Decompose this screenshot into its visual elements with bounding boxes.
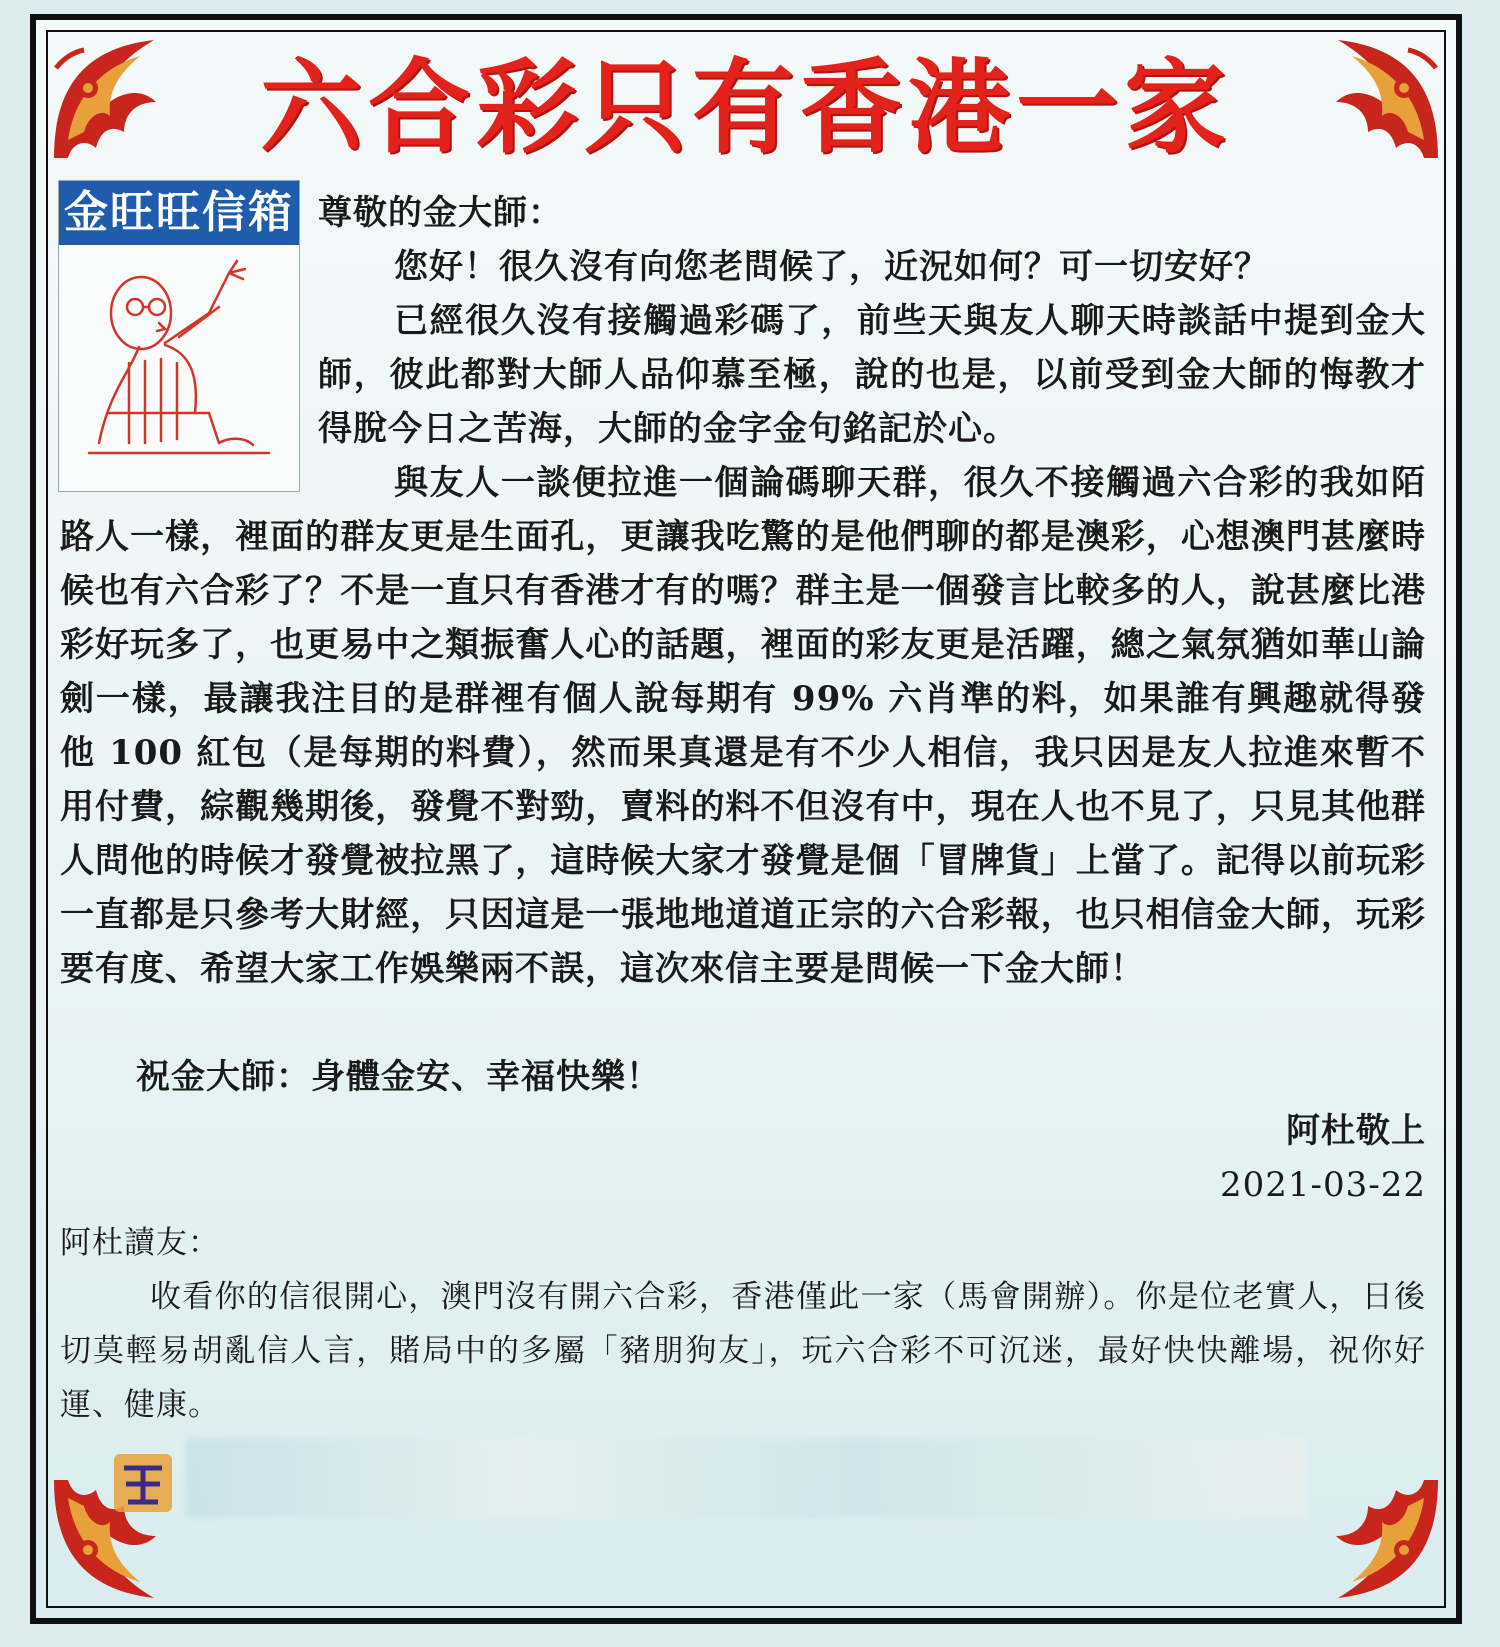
- corner-ornament-icon: [1308, 1470, 1448, 1610]
- logo-seal-icon: [108, 1448, 178, 1518]
- pointing-man-illustration: [69, 253, 289, 483]
- letter-salutation: 尊敬的金大師：: [318, 193, 563, 233]
- letter-closing: 祝金大師：身體金安、幸福快樂！: [136, 1057, 661, 1097]
- blurred-footer-strip: [186, 1438, 1306, 1518]
- corner-ornament-icon: [1308, 28, 1448, 168]
- column-badge: 金旺旺信箱: [59, 181, 299, 245]
- letter-signature: 阿杜敬上: [1286, 1111, 1426, 1151]
- column-badge-box: [58, 180, 300, 492]
- reply-body: 收看你的信很開心，澳門沒有開六合彩，香港僅此一家（馬會開辦）。你是位老實人，日後切莫輕易胡亂信人言，賭局中的多屬「豬朋狗友」，玩六合彩不可沉迷，最好快快離場，祝你好運、健康。: [60, 1279, 1426, 1423]
- letter-paragraph: 與友人一談便拉進一個論碼聊天群，很久不接觸過六合彩的我如陌路人一樣，裡面的群友更是生面孔，更讓我吃驚的是他們聊的都是澳彩，心想澳門甚麼時候也有六合彩了？不是一直只有香港才有的嗎？群主是一個發言比較多的人，說甚麼比港彩好玩多了，也更易中之類振奮人心的話題，裡面的彩友更是活躍，總之氣氛猶如華山論劍一樣，最讓我注目的是群裡有個人說每期有 99% 六肖準的料，如果誰有興趣就得發他 100 紅包（是每期的料費），然而果真還是有不少人相信，我只因是友人拉進來暫不用付費，綜觀幾期後，發覺不對勁，賣料的料不但沒有中，現在人也不見了，只見其他群人問他的時候才發覺被拉黑了，這時候大家才發覺是個「冒牌貨」上當了。記得以前玩彩一直都是只參考大財經，只因這是一張地地道道正宗的六合彩報，也只相信金大師，玩彩要有度、希望大家工作娛樂兩不誤，這次來信主要是問候一下金大師！: [60, 463, 1426, 989]
- letter-date: 2021-03-22: [1219, 1165, 1426, 1205]
- page-title: 六合彩只有香港一家: [260, 48, 1232, 168]
- letter-paragraph: 已經很久沒有接觸過彩碼了，前些天與友人聊天時談話中提到金大師，彼此都對大師人品仰慕至極，說的也是，以前受到金大師的悔教才得脫今日之苦海，大師的金字金句銘記於心。: [318, 301, 1426, 449]
- letter-paragraph: 您好！很久沒有向您老問候了，近況如何？可一切安好？: [394, 247, 1269, 287]
- corner-ornament-icon: [44, 28, 184, 168]
- reply-salutation: 阿杜讀友：: [60, 1225, 220, 1261]
- newspaper-page: [30, 14, 1462, 1624]
